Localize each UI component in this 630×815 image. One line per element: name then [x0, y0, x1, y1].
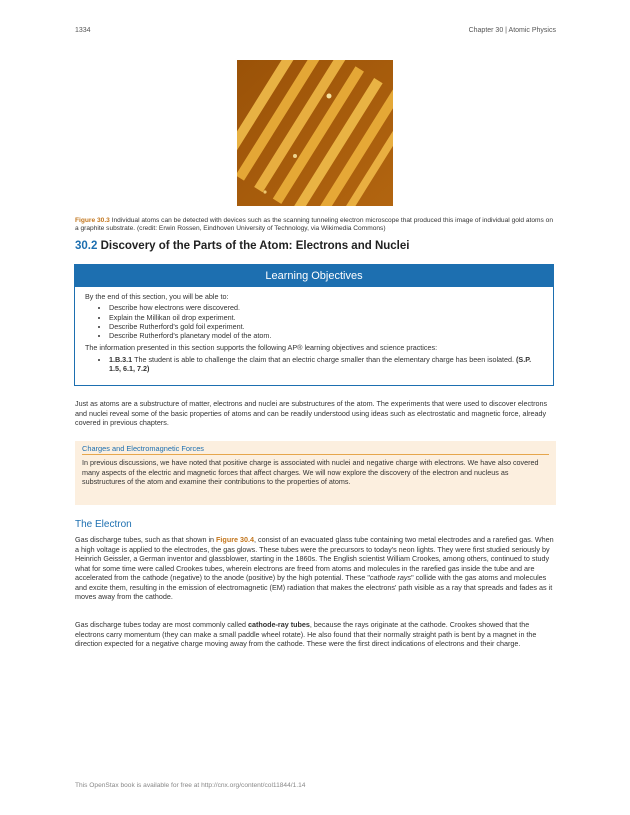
page-header	[75, 27, 556, 34]
ap-objective-practices: (S.P. 1.5, 6.1, 7.2)	[109, 354, 532, 374]
bold-term: cathode-ray tubes	[247, 620, 310, 629]
connection-box	[75, 441, 556, 505]
connection-box-title: Charges and Electromagnetic Forces	[82, 444, 549, 455]
figure-caption-text: Individual atoms can be detected with devices such as the scanning tunneling electron microscope that produced this image of individual gold atoms on a graphite substrate. (credit: Erwin Rossen, Eindhoven University of Technology, via Wikimedia Commons)	[75, 216, 553, 233]
list-item: • Describe Rutherford's gold foil experiment.	[109, 322, 543, 331]
footer-text: This OpenStax book is available for free at http://cnx.org/content/col11844/1.14	[75, 782, 306, 789]
text-run: Gas discharge tubes today are most commonly called	[75, 620, 248, 629]
list-item: • Describe how electrons were discovered.	[109, 303, 543, 312]
learning-objectives-list	[85, 303, 543, 340]
ap-objective-code: 1.B.3.1	[109, 354, 133, 364]
section-title: Discovery of the Parts of the Atom: Electrons and Nuclei	[100, 240, 410, 252]
electron-paragraph-1	[75, 535, 556, 602]
ap-objectives-list	[85, 355, 543, 374]
list-item: • Explain the Millikan oil drop experiment.	[109, 313, 543, 322]
stm-gold-atoms-image	[237, 60, 393, 206]
section-heading	[75, 240, 556, 252]
ap-objectives-intro: The information presented in this section supports the following AP® learning objectives and science practices:	[85, 343, 438, 353]
learning-objectives-intro: By the end of this section, you will be able to:	[85, 292, 229, 301]
learning-objectives-box	[74, 264, 554, 386]
page-number: 1334	[75, 27, 91, 34]
text-run: Gas discharge tubes, such as that shown in	[75, 535, 217, 544]
subsection-title: The Electron	[75, 519, 132, 530]
ap-objective-text: The student is able to challenge the claim that an electric charge smaller than the elementary charge has been isolated.	[134, 354, 515, 364]
figure-caption	[75, 217, 556, 234]
text-run: " collide with the gas atoms and molecules and excite them, resulting in the emission of electromagnetic (EM) radiation that makes the electrons' path visible as a ray that spreads and fades as it moves away from the cathode.	[75, 573, 553, 601]
italic-term: cathode rays	[369, 573, 412, 582]
figure-link[interactable]: Figure 30.4	[216, 535, 254, 544]
figure-label: Figure 30.3	[75, 216, 110, 224]
section-number: 30.2	[75, 240, 98, 252]
text-run: , consist of an evacuated glass tube containing two metal electrodes and a rarefied gas. When a high voltage is applied to the electrodes, the gas glows. These tubes were the precursors to today's neon lights. They were first studied seriously by Heinrich Geissler, a German inventor and glassblower, starting in the 1860s. The English scientist William Crookes, among others, continued to study what for some time were called Crookes tubes, wherein electrons are freed from atoms and molecules in the rarefied gas inside the tube and are accelerated from the cathode (negative) to the anode (positive) by the high potential. These "	[75, 535, 554, 582]
learning-objectives-header: Learning Objectives	[75, 265, 553, 287]
intro-paragraph: Just as atoms are a substructure of matter, electrons and nuclei are substructures of the atom. The experiments that were used to discover electrons and nuclei reveal some of the basic properties of atoms and can be readily understood using ideas such as electrostatic and magnetic force, already covered in previous chapters.	[75, 399, 548, 427]
list-item: • Describe Rutherford's planetary model of the atom.	[109, 331, 543, 340]
electron-paragraph-2	[75, 620, 556, 649]
list-item	[109, 355, 543, 374]
connection-box-text: In previous discussions, we have noted that positive charge is associated with nuclei and negative charge with electrons. We have also covered many aspects of the electric and magnetic forces that affect charges. We will now explore the discovery of the electron and nucleus as substructures of the atom and examine their contributions to the properties of atoms.	[82, 458, 539, 486]
chapter-title: Chapter 30 | Atomic Physics	[468, 27, 556, 34]
text-run: , because the rays originate at the cathode. Crookes showed that the electrons carry momentum (they can make a small paddle wheel rotate). He also found that their normally straight path is bent by a magnet in the direction expected for a negative charge moving away from the cathode. These were the first direct indications of electrons and their charge.	[75, 620, 537, 648]
